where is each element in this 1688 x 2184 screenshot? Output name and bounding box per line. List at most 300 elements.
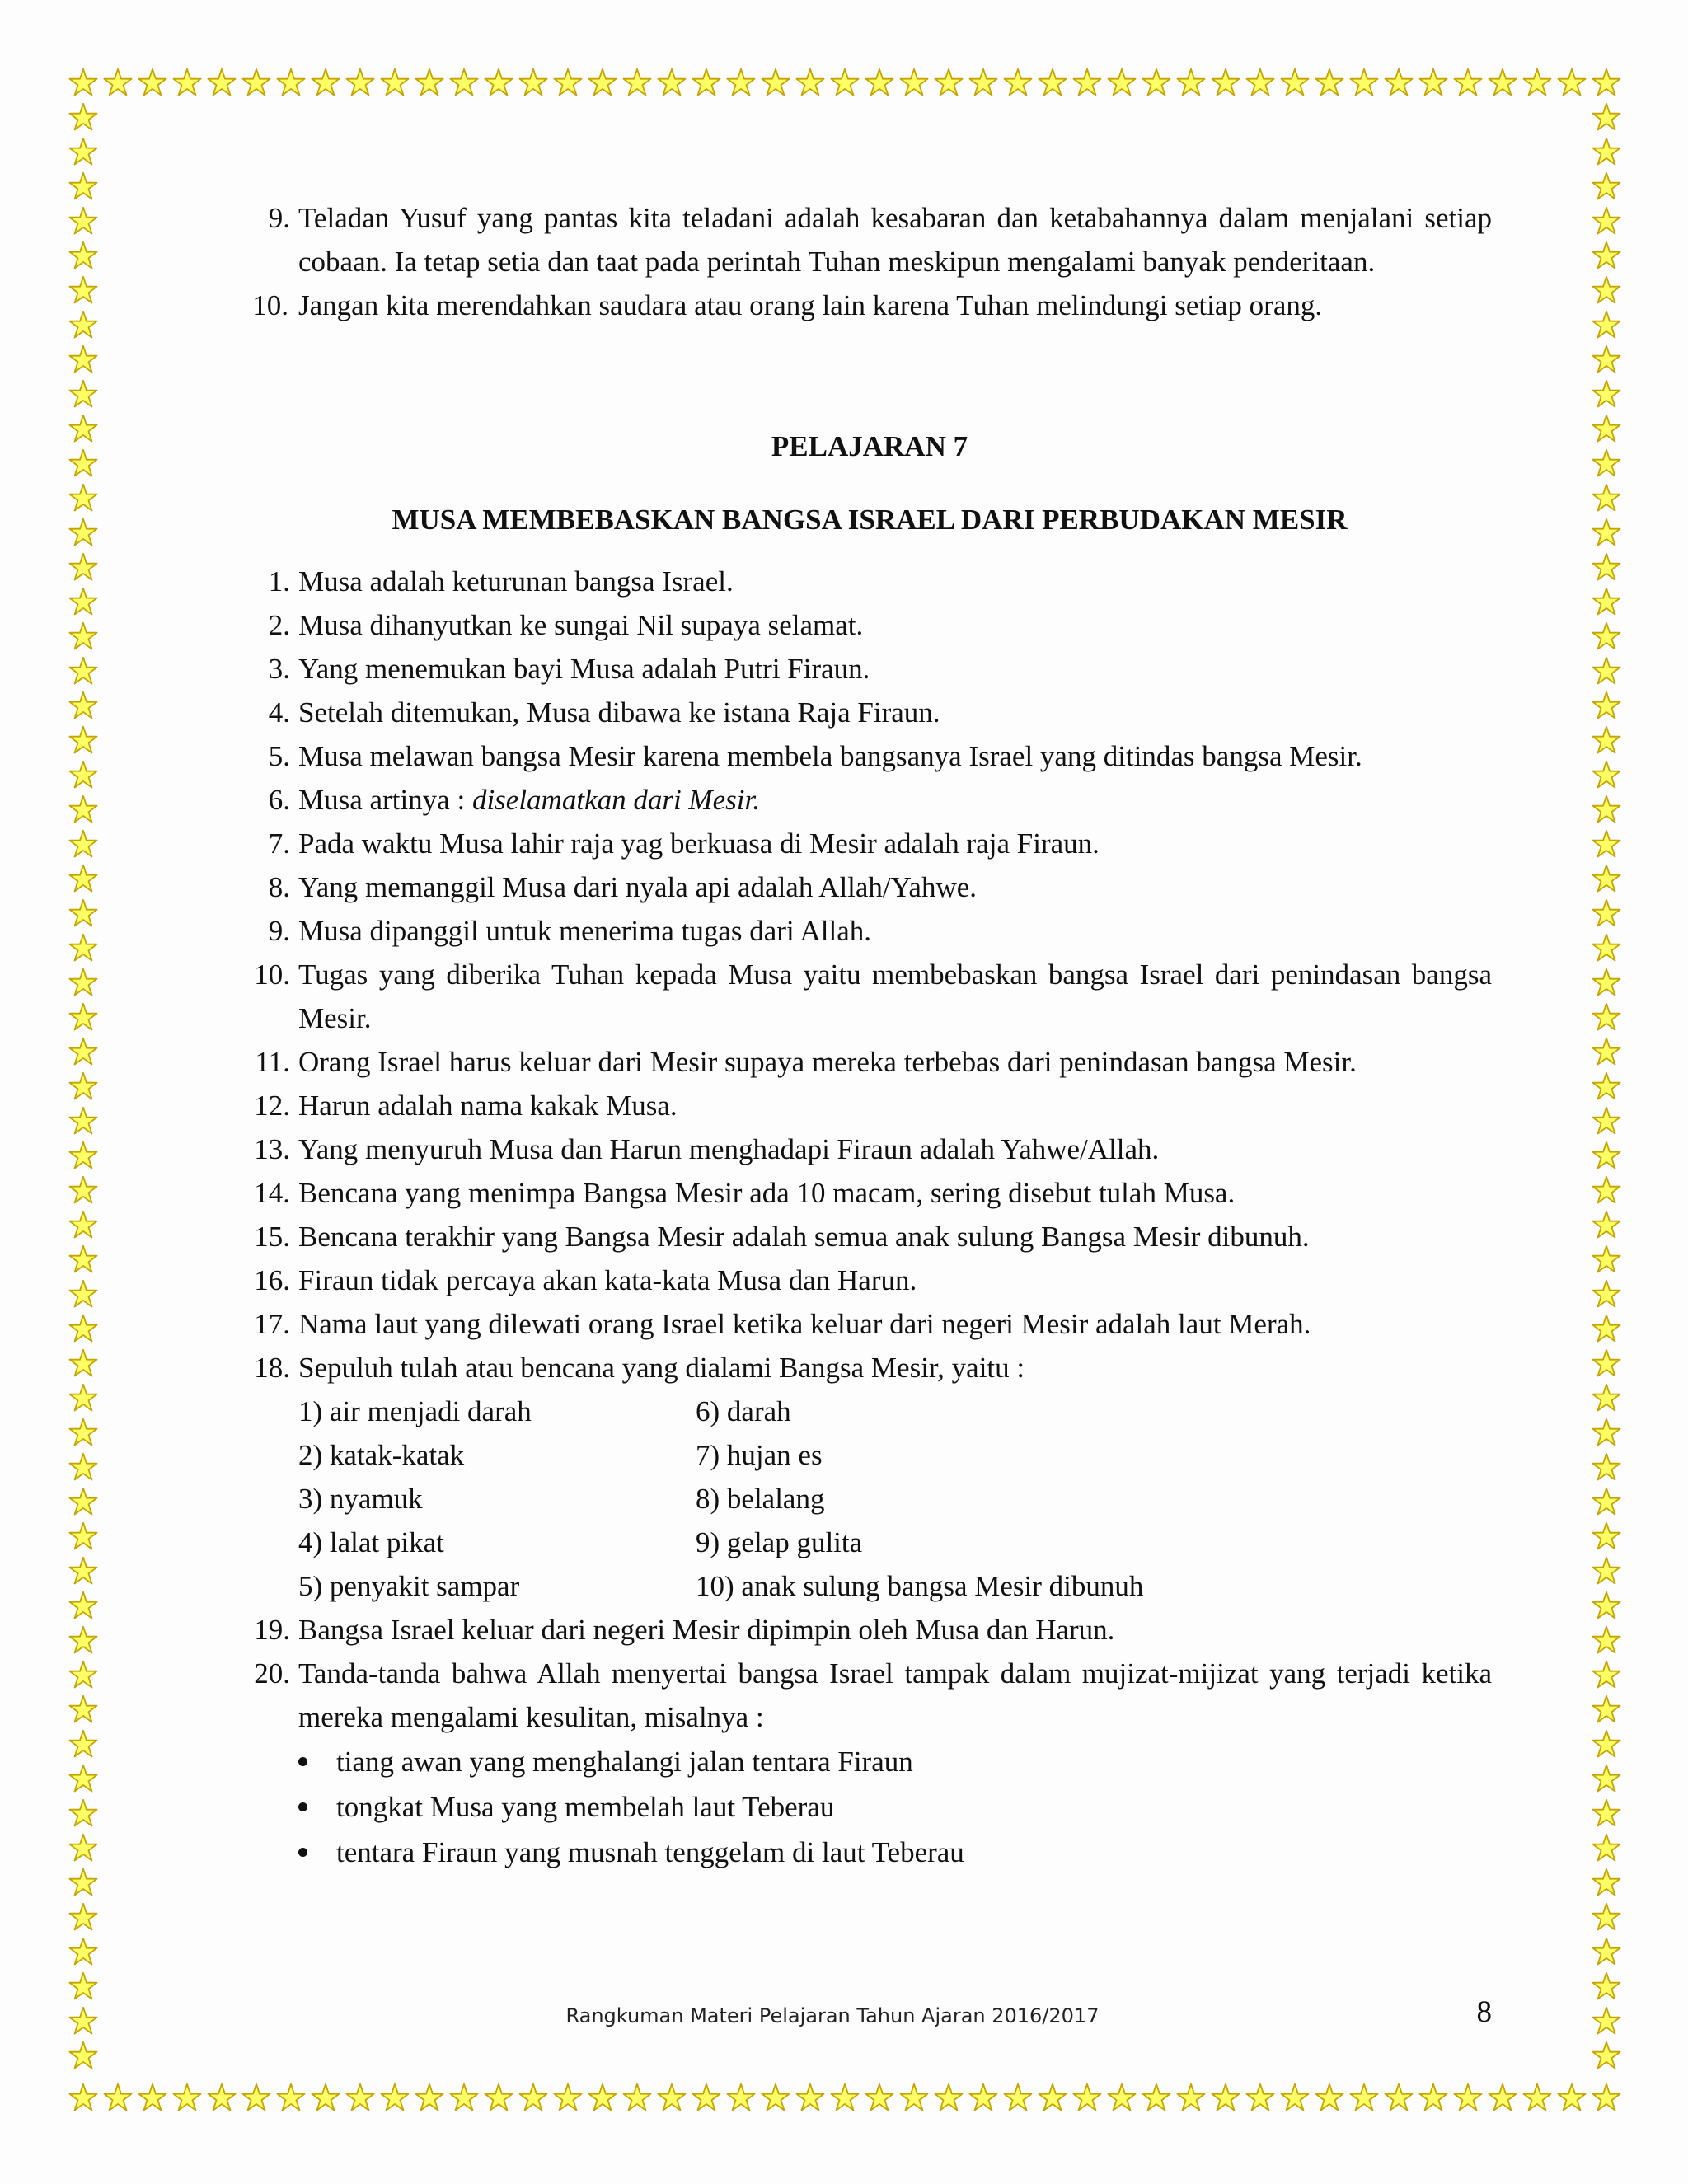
list-item — [247, 1040, 1492, 1084]
star-icon — [66, 273, 101, 307]
star-icon — [66, 896, 101, 930]
plague-item: 7) hujan es — [696, 1439, 823, 1471]
star-icon — [66, 792, 101, 827]
item-number: 6. — [268, 784, 290, 816]
star-icon — [66, 619, 101, 654]
item-text: Teladan Yusuf yang pantas kita teladani adalah kesabaran dan ketabahannya dalam menjalani setiap cobaan. Ia tetap setia dan taat pada perintah Tuhan meskipun mengalami banyak penderitaan. — [298, 202, 1492, 278]
star-icon — [66, 1000, 101, 1034]
star-icon — [931, 65, 966, 100]
bullet-text: tiang awan yang menghalangi jalan tentara Firaun — [336, 1746, 913, 1778]
star-icon — [862, 65, 897, 100]
item-number: 13. — [254, 1133, 290, 1165]
star-icon — [101, 65, 135, 100]
star-icon — [1451, 65, 1485, 100]
star-icon — [897, 65, 931, 100]
star-icon — [1589, 1588, 1624, 1623]
list-item — [247, 603, 1492, 647]
star-icon — [1312, 65, 1347, 100]
star-icon — [412, 2080, 447, 2115]
star-icon — [66, 65, 101, 100]
star-icon — [308, 2080, 343, 2115]
star-icon — [1416, 2080, 1451, 2115]
star-icon — [793, 2080, 828, 2115]
page-number: 8 — [1476, 1995, 1492, 2029]
star-icon — [1451, 2080, 1485, 2115]
item-text: Yang menyuruh Musa dan Harun menghadapi Firaun adalah Yahwe/Allah. — [298, 1133, 1160, 1165]
star-icon — [1589, 1000, 1624, 1034]
star-icon — [66, 1865, 101, 1900]
item-number: 12. — [254, 1090, 290, 1122]
item-number: 15. — [254, 1221, 290, 1253]
star-icon — [170, 2080, 204, 2115]
item-text: Musa melawan bangsa Mesir karena membela bangsanya Israel yang ditindas bangsa Mesir. — [298, 740, 1362, 772]
star-icon — [1589, 1969, 1624, 2004]
star-icon — [1035, 2080, 1070, 2115]
star-icon — [66, 2080, 101, 2115]
star-icon — [1589, 411, 1624, 446]
star-icon — [66, 861, 101, 896]
star-icon — [66, 930, 101, 965]
item-number: 3. — [268, 653, 290, 685]
star-icon — [204, 2080, 239, 2115]
star-icon — [66, 204, 101, 238]
star-icon — [447, 2080, 481, 2115]
item-text: Musa adalah keturunan bangsa Israel. — [298, 565, 734, 598]
star-icon — [689, 65, 724, 100]
star-icon — [66, 480, 101, 515]
item-number: 20. — [254, 1657, 290, 1690]
star-icon — [170, 65, 204, 100]
star-icon — [1589, 619, 1624, 654]
star-icon — [828, 2080, 862, 2115]
star-icon — [1381, 65, 1416, 100]
star-icon — [1589, 2080, 1624, 2115]
item-text: Setelah ditemukan, Musa dibawa ke istana Raja Firaun. — [298, 696, 940, 729]
list-item — [247, 284, 1492, 327]
star-icon — [239, 65, 274, 100]
star-icon — [1589, 1104, 1624, 1138]
star-icon — [101, 2080, 135, 2115]
star-icon — [654, 2080, 689, 2115]
list-item — [247, 1652, 1492, 1739]
star-icon — [343, 65, 377, 100]
list-item — [247, 560, 1492, 603]
star-icon — [516, 65, 551, 100]
star-icon — [1001, 2080, 1035, 2115]
star-icon — [66, 1796, 101, 1830]
bullet-text: tongkat Musa yang membelah laut Teberau — [336, 1791, 835, 1823]
star-icon — [204, 65, 239, 100]
item-italic-text: diselamatkan dari Mesir. — [471, 784, 760, 816]
star-icon — [66, 1034, 101, 1069]
star-icon — [1174, 65, 1208, 100]
item-text: Bencana terakhir yang Bangsa Mesir adalah semua anak sulung Bangsa Mesir dibunuh. — [298, 1221, 1310, 1253]
star-icon — [66, 654, 101, 688]
item-text: Bencana yang menimpa Bangsa Mesir ada 10 macam, sering disebut tulah Musa. — [298, 1177, 1236, 1209]
star-icon — [1589, 584, 1624, 619]
item-number: 4. — [268, 696, 290, 729]
star-icon — [793, 65, 828, 100]
list-item — [247, 953, 1492, 1040]
list-item — [247, 778, 1492, 822]
star-border-top — [66, 65, 1624, 100]
star-icon — [966, 2080, 1001, 2115]
star-icon — [1070, 2080, 1104, 2115]
star-icon — [1589, 1934, 1624, 1969]
star-icon — [1589, 1657, 1624, 1692]
star-icon — [66, 2004, 101, 2038]
star-icon — [66, 342, 101, 377]
star-icon — [1589, 1865, 1624, 1900]
star-icon — [654, 65, 689, 100]
star-icon — [1589, 1727, 1624, 1761]
star-border-right — [1589, 100, 1624, 2073]
star-icon — [1278, 65, 1312, 100]
star-icon — [412, 65, 447, 100]
item-number: 10. — [252, 289, 288, 321]
star-icon — [66, 1242, 101, 1277]
item-number: 10. — [254, 958, 290, 991]
list-item — [247, 1608, 1492, 1652]
star-icon — [66, 1588, 101, 1623]
star-icon — [1381, 2080, 1416, 2115]
star-icon — [66, 169, 101, 204]
star-icon — [1589, 1519, 1624, 1554]
star-icon — [1589, 1380, 1624, 1415]
list-item — [247, 1171, 1492, 1215]
footer-text: Rangkuman Materi Pelajaran Tahun Ajaran 2016/2017 — [565, 2004, 1100, 2027]
star-icon — [1035, 65, 1070, 100]
star-icon — [551, 2080, 585, 2115]
star-icon — [66, 134, 101, 169]
item-text: Firaun tidak percaya akan kata-kata Musa dan Harun. — [298, 1264, 917, 1296]
star-icon — [1589, 1623, 1624, 1657]
star-icon — [1070, 65, 1104, 100]
bullet-item — [298, 1830, 1492, 1875]
star-icon — [1243, 65, 1278, 100]
star-icon — [308, 65, 343, 100]
star-icon — [1589, 654, 1624, 688]
bullet-dot-icon — [298, 1802, 307, 1811]
star-icon — [1589, 1484, 1624, 1519]
star-icon — [1589, 1138, 1624, 1173]
star-icon — [66, 411, 101, 446]
star-icon — [1589, 1069, 1624, 1104]
item-text: Tanda-tanda bahwa Allah menyertai bangsa Israel tampak dalam mujizat-mijizat yang terjadi ketika mereka mengalami kesulitan, misalnya : — [298, 1657, 1492, 1733]
star-icon — [1520, 2080, 1554, 2115]
plague-item: 4) lalat pikat — [298, 1526, 444, 1558]
star-icon — [66, 307, 101, 342]
star-icon — [1589, 1415, 1624, 1450]
star-icon — [1589, 1207, 1624, 1242]
star-icon — [377, 2080, 412, 2115]
star-icon — [931, 2080, 966, 2115]
star-icon — [66, 550, 101, 584]
item-number: 1. — [268, 565, 290, 598]
item-text: Bangsa Israel keluar dari negeri Mesir dipimpin oleh Musa dan Harun. — [298, 1614, 1115, 1646]
item-number: 19. — [254, 1614, 290, 1646]
item-number: 18. — [254, 1352, 290, 1384]
star-icon — [1589, 861, 1624, 896]
star-icon — [1589, 688, 1624, 723]
star-icon — [758, 2080, 793, 2115]
star-icon — [758, 65, 793, 100]
list-item — [247, 196, 1492, 284]
star-icon — [1589, 965, 1624, 1000]
item-text: Musa dihanyutkan ke sungai Nil supaya selamat. — [298, 609, 864, 641]
list-item — [247, 1258, 1492, 1302]
star-icon — [1589, 1311, 1624, 1346]
plague-item: 1) air menjadi darah — [298, 1395, 532, 1427]
star-icon — [66, 1969, 101, 2004]
miracle-bullets — [247, 1739, 1492, 1875]
star-icon — [66, 1657, 101, 1692]
star-icon — [66, 1623, 101, 1657]
star-icon — [1589, 1796, 1624, 1830]
star-icon — [66, 757, 101, 792]
bullet-item — [298, 1784, 1492, 1830]
star-icon — [1589, 1692, 1624, 1727]
star-icon — [66, 1934, 101, 1969]
star-icon — [1347, 2080, 1381, 2115]
star-icon — [1589, 446, 1624, 480]
star-icon — [1589, 1034, 1624, 1069]
star-icon — [66, 515, 101, 550]
star-icon — [66, 1277, 101, 1311]
star-icon — [1589, 238, 1624, 273]
star-icon — [1589, 65, 1624, 100]
bullet-dot-icon — [298, 1757, 307, 1766]
star-icon — [1589, 1761, 1624, 1796]
star-icon — [66, 723, 101, 757]
star-icon — [1589, 342, 1624, 377]
item-number: 11. — [255, 1046, 290, 1078]
star-icon — [1589, 1900, 1624, 1934]
page-content — [247, 196, 1492, 1875]
star-icon — [66, 100, 101, 134]
item-text: Musa dipanggil untuk menerima tugas dari Allah. — [298, 915, 872, 947]
star-icon — [1554, 2080, 1589, 2115]
star-icon — [66, 1519, 101, 1554]
star-icon — [135, 65, 170, 100]
star-icon — [343, 2080, 377, 2115]
star-icon — [966, 65, 1001, 100]
plague-item: 10) anak sulung bangsa Mesir dibunuh — [696, 1570, 1144, 1602]
star-icon — [1589, 2004, 1624, 2038]
item-text: Harun adalah nama kakak Musa. — [298, 1090, 678, 1122]
page-footer — [247, 1994, 1500, 2036]
star-icon — [66, 1311, 101, 1346]
star-icon — [516, 2080, 551, 2115]
star-icon — [66, 1415, 101, 1450]
plague-list — [247, 1390, 1492, 1608]
item-number: 5. — [268, 740, 290, 772]
list-item — [247, 647, 1492, 691]
star-icon — [66, 1138, 101, 1173]
item-number: 14. — [254, 1177, 290, 1209]
plague-item: 6) darah — [696, 1395, 791, 1427]
star-icon — [1589, 930, 1624, 965]
item-text: Pada waktu Musa lahir raja yag berkuasa di Mesir adalah raja Firaun. — [298, 827, 1100, 860]
star-icon — [1589, 792, 1624, 827]
star-icon — [66, 446, 101, 480]
star-icon — [897, 2080, 931, 2115]
star-icon — [585, 65, 620, 100]
list-item — [247, 1084, 1492, 1127]
star-icon — [66, 584, 101, 619]
star-icon — [1589, 134, 1624, 169]
star-icon — [1589, 100, 1624, 134]
star-icon — [66, 965, 101, 1000]
star-icon — [1589, 1554, 1624, 1588]
star-icon — [1416, 65, 1451, 100]
list-item — [247, 909, 1492, 953]
lesson-heading: PELAJARAN 7 — [771, 430, 968, 462]
star-icon — [1589, 1173, 1624, 1207]
star-icon — [1589, 1830, 1624, 1865]
star-icon — [274, 2080, 308, 2115]
item-number: 16. — [254, 1264, 290, 1296]
star-icon — [66, 1761, 101, 1796]
star-icon — [135, 2080, 170, 2115]
lesson-list — [247, 560, 1492, 1390]
star-icon — [481, 65, 516, 100]
star-icon — [1104, 65, 1139, 100]
star-icon — [377, 65, 412, 100]
star-icon — [66, 1692, 101, 1727]
star-icon — [1589, 1242, 1624, 1277]
star-icon — [66, 1554, 101, 1588]
item-number: 8. — [268, 871, 290, 903]
star-icon — [66, 1830, 101, 1865]
star-icon — [724, 2080, 758, 2115]
star-icon — [1589, 1277, 1624, 1311]
item-text: Musa artinya : — [298, 784, 472, 816]
star-icon — [620, 2080, 654, 2115]
star-icon — [1589, 480, 1624, 515]
star-icon — [66, 1346, 101, 1380]
star-icon — [1243, 2080, 1278, 2115]
plague-item: 5) penyakit sampar — [298, 1570, 520, 1602]
star-icon — [1589, 827, 1624, 861]
list-item — [247, 1302, 1492, 1346]
star-icon — [620, 65, 654, 100]
list-item — [247, 1127, 1492, 1171]
list-item — [247, 822, 1492, 865]
star-icon — [1001, 65, 1035, 100]
star-icon — [274, 65, 308, 100]
star-icon — [1589, 757, 1624, 792]
star-icon — [1589, 515, 1624, 550]
lesson-title: MUSA MEMBEBASKAN BANGSA ISRAEL DARI PERBUDAKAN MESIR — [392, 504, 1348, 536]
star-icon — [1589, 1346, 1624, 1380]
star-icon — [66, 1380, 101, 1415]
star-icon — [1485, 65, 1520, 100]
star-icon — [1589, 307, 1624, 342]
star-icon — [481, 2080, 516, 2115]
star-icon — [1139, 2080, 1174, 2115]
star-icon — [66, 238, 101, 273]
star-icon — [1485, 2080, 1520, 2115]
plague-item: 3) nyamuk — [298, 1483, 423, 1515]
star-icon — [66, 1450, 101, 1484]
star-icon — [1104, 2080, 1139, 2115]
star-icon — [1589, 169, 1624, 204]
star-icon — [1278, 2080, 1312, 2115]
list-item — [247, 691, 1492, 734]
star-icon — [1589, 377, 1624, 411]
star-icon — [239, 2080, 274, 2115]
star-icon — [862, 2080, 897, 2115]
star-icon — [1589, 1450, 1624, 1484]
star-icon — [66, 688, 101, 723]
item-text: Yang menemukan bayi Musa adalah Putri Firaun. — [298, 653, 870, 685]
star-icon — [1589, 273, 1624, 307]
star-icon — [551, 65, 585, 100]
bullet-item — [298, 1739, 1492, 1784]
star-icon — [1589, 896, 1624, 930]
star-icon — [66, 2038, 101, 2073]
star-icon — [1520, 65, 1554, 100]
bullet-text: tentara Firaun yang musnah tenggelam di laut Teberau — [336, 1836, 964, 1868]
item-text: Jangan kita merendahkan saudara atau orang lain karena Tuhan melindungi setiap orang. — [298, 289, 1323, 321]
item-number: 2. — [268, 609, 290, 641]
star-icon — [1347, 65, 1381, 100]
star-icon — [689, 2080, 724, 2115]
star-icon — [1208, 2080, 1243, 2115]
star-icon — [447, 65, 481, 100]
list-item — [247, 734, 1492, 778]
plague-item: 9) gelap gulita — [696, 1526, 863, 1558]
item-text: Orang Israel harus keluar dari Mesir supaya mereka terbebas dari penindasan bangsa Mesir. — [298, 1046, 1357, 1078]
star-icon — [66, 1069, 101, 1104]
item-text: Yang memanggil Musa dari nyala api adalah Allah/Yahwe. — [298, 871, 978, 903]
item-number: 9. — [268, 202, 290, 234]
star-icon — [66, 1727, 101, 1761]
star-icon — [66, 377, 101, 411]
plague-item: 2) katak-katak — [298, 1439, 465, 1471]
star-icon — [1174, 2080, 1208, 2115]
list-item — [247, 865, 1492, 909]
star-icon — [1589, 2038, 1624, 2073]
star-icon — [1312, 2080, 1347, 2115]
star-border-left — [66, 100, 101, 2073]
star-icon — [1208, 65, 1243, 100]
star-icon — [66, 1104, 101, 1138]
list-item — [247, 1215, 1492, 1258]
star-icon — [1589, 550, 1624, 584]
item-number: 9. — [268, 915, 290, 947]
star-icon — [1589, 723, 1624, 757]
item-number: 17. — [254, 1308, 290, 1340]
item-text: Sepuluh tulah atau bencana yang dialami Bangsa Mesir, yaitu : — [298, 1352, 1025, 1384]
star-icon — [66, 827, 101, 861]
star-icon — [66, 1900, 101, 1934]
item-text: Nama laut yang dilewati orang Israel ketika keluar dari negeri Mesir adalah laut Merah. — [298, 1308, 1311, 1340]
plague-item: 8) belalang — [696, 1483, 825, 1515]
star-icon — [66, 1207, 101, 1242]
star-icon — [1554, 65, 1589, 100]
lesson-list-continued — [247, 1608, 1492, 1739]
bullet-dot-icon — [298, 1848, 307, 1857]
star-icon — [1589, 204, 1624, 238]
star-icon — [585, 2080, 620, 2115]
star-border-bottom — [66, 2080, 1624, 2115]
item-text: Tugas yang diberika Tuhan kepada Musa yaitu membebaskan bangsa Israel dari penindasan bangsa Mesir. — [298, 958, 1492, 1034]
star-icon — [724, 65, 758, 100]
top-list — [247, 196, 1492, 327]
star-icon — [828, 65, 862, 100]
